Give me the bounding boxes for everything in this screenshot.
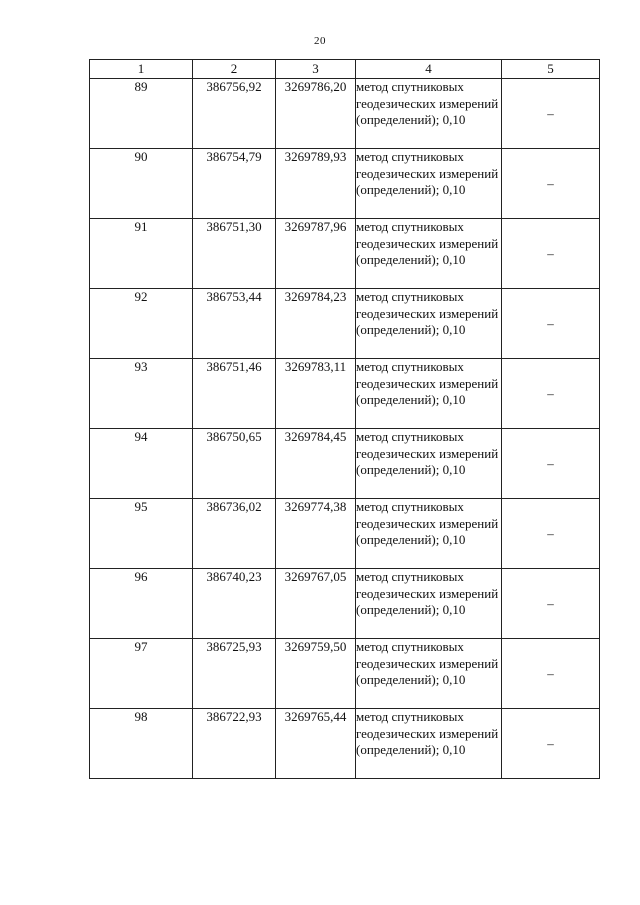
coordinate-x: 386725,93 bbox=[193, 639, 276, 709]
coordinate-x: 386740,23 bbox=[193, 569, 276, 639]
table-body bbox=[90, 79, 600, 779]
header-col-1: 1 bbox=[90, 60, 193, 79]
table-row bbox=[90, 709, 600, 779]
table-row bbox=[90, 639, 600, 709]
measurement-method: метод спутниковых геодезических измерений (определений); 0,10 bbox=[356, 569, 502, 639]
column-5-value: – bbox=[502, 639, 600, 709]
coordinate-x: 386750,65 bbox=[193, 429, 276, 499]
measurement-method: метод спутниковых геодезических измерений (определений); 0,10 bbox=[356, 289, 502, 359]
coordinate-y: 3269759,50 bbox=[276, 639, 356, 709]
coordinate-y: 3269789,93 bbox=[276, 149, 356, 219]
coordinate-y: 3269784,23 bbox=[276, 289, 356, 359]
table-row bbox=[90, 149, 600, 219]
header-col-3: 3 bbox=[276, 60, 356, 79]
coordinate-y: 3269767,05 bbox=[276, 569, 356, 639]
table-row bbox=[90, 219, 600, 289]
table-row bbox=[90, 429, 600, 499]
point-number: 92 bbox=[90, 289, 193, 359]
coordinate-x: 386736,02 bbox=[193, 499, 276, 569]
point-number: 96 bbox=[90, 569, 193, 639]
table-row bbox=[90, 359, 600, 429]
measurement-method: метод спутниковых геодезических измерений (определений); 0,10 bbox=[356, 639, 502, 709]
coordinate-y: 3269786,20 bbox=[276, 79, 356, 149]
column-5-value: – bbox=[502, 289, 600, 359]
table-header bbox=[90, 60, 600, 79]
page-number: 20 bbox=[314, 35, 326, 47]
point-number: 98 bbox=[90, 709, 193, 779]
column-5-value: – bbox=[502, 499, 600, 569]
header-col-4: 4 bbox=[356, 60, 502, 79]
coordinate-y: 3269774,38 bbox=[276, 499, 356, 569]
measurement-method: метод спутниковых геодезических измерений (определений); 0,10 bbox=[356, 149, 502, 219]
coordinate-x: 386754,79 bbox=[193, 149, 276, 219]
measurement-method: метод спутниковых геодезических измерений (определений); 0,10 bbox=[356, 429, 502, 499]
coordinates-table bbox=[89, 59, 600, 779]
measurement-method: метод спутниковых геодезических измерений (определений); 0,10 bbox=[356, 219, 502, 289]
table-row bbox=[90, 499, 600, 569]
coordinate-x: 386753,44 bbox=[193, 289, 276, 359]
table-row bbox=[90, 289, 600, 359]
coordinate-x: 386751,30 bbox=[193, 219, 276, 289]
point-number: 93 bbox=[90, 359, 193, 429]
coordinate-x: 386722,93 bbox=[193, 709, 276, 779]
coordinate-y: 3269787,96 bbox=[276, 219, 356, 289]
column-5-value: – bbox=[502, 219, 600, 289]
coordinate-y: 3269765,44 bbox=[276, 709, 356, 779]
table-row bbox=[90, 569, 600, 639]
column-5-value: – bbox=[502, 429, 600, 499]
coordinate-y: 3269784,45 bbox=[276, 429, 356, 499]
point-number: 91 bbox=[90, 219, 193, 289]
table-row bbox=[90, 79, 600, 149]
coordinate-x: 386756,92 bbox=[193, 79, 276, 149]
point-number: 90 bbox=[90, 149, 193, 219]
point-number: 95 bbox=[90, 499, 193, 569]
coordinate-x: 386751,46 bbox=[193, 359, 276, 429]
column-5-value: – bbox=[502, 149, 600, 219]
measurement-method: метод спутниковых геодезических измерений (определений); 0,10 bbox=[356, 359, 502, 429]
column-5-value: – bbox=[502, 359, 600, 429]
point-number: 89 bbox=[90, 79, 193, 149]
measurement-method: метод спутниковых геодезических измерений (определений); 0,10 bbox=[356, 79, 502, 149]
point-number: 94 bbox=[90, 429, 193, 499]
coordinate-y: 3269783,11 bbox=[276, 359, 356, 429]
header-col-5: 5 bbox=[502, 60, 600, 79]
point-number: 97 bbox=[90, 639, 193, 709]
column-5-value: – bbox=[502, 709, 600, 779]
header-row bbox=[90, 60, 600, 79]
column-5-value: – bbox=[502, 79, 600, 149]
column-5-value: – bbox=[502, 569, 600, 639]
measurement-method: метод спутниковых геодезических измерений (определений); 0,10 bbox=[356, 499, 502, 569]
measurement-method: метод спутниковых геодезических измерений (определений); 0,10 bbox=[356, 709, 502, 779]
header-col-2: 2 bbox=[193, 60, 276, 79]
